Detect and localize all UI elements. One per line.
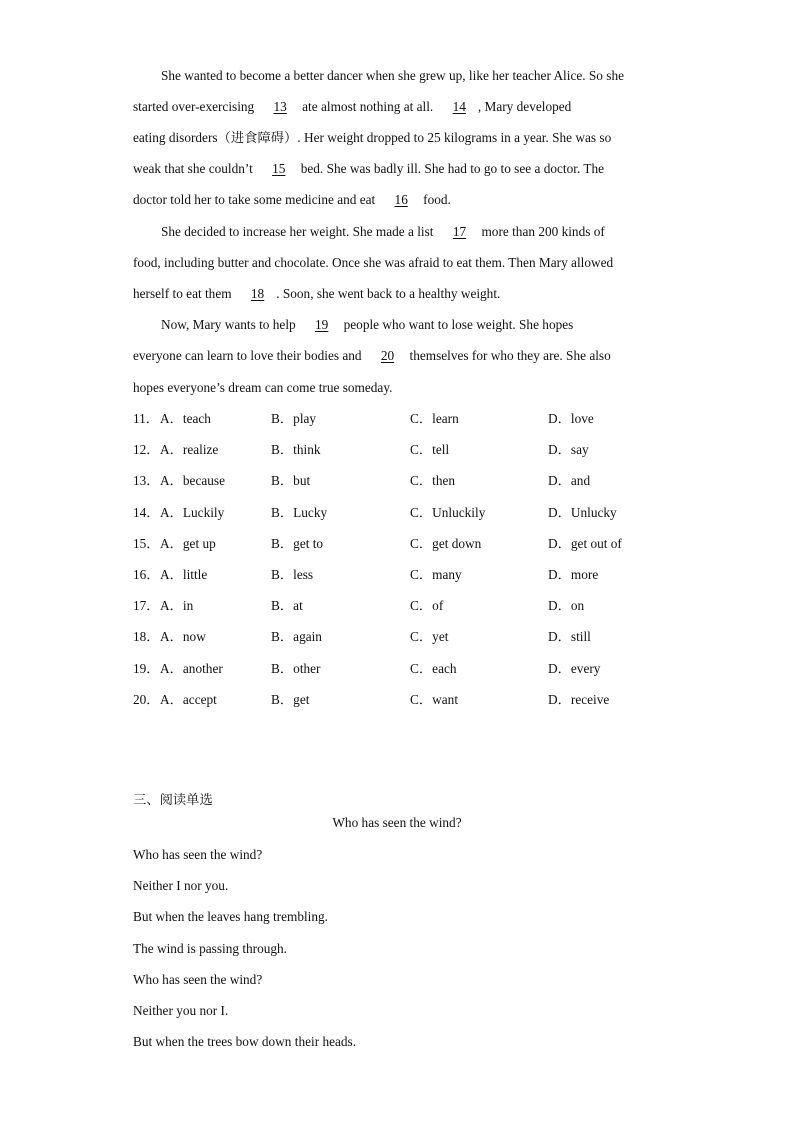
passage-text: doctor told her to take some medicine and eat (133, 192, 376, 207)
poem-line: But when the trees bow down their heads. (133, 1034, 357, 1050)
option-c[interactable]: C．want (410, 691, 459, 707)
passage-line (133, 190, 661, 210)
question-number: 14． (133, 504, 160, 520)
option-c[interactable]: C．Unluckily (410, 504, 486, 520)
passage-text: food, including butter and chocolate. Once she was afraid to eat them. Then Mary allowed (133, 255, 614, 270)
option-d[interactable]: D．every (548, 660, 601, 676)
passage-line (161, 315, 661, 335)
option-c[interactable]: C．of (410, 598, 444, 614)
passage-text: people who want to lose weight. She hopes (343, 317, 574, 332)
option-c[interactable]: C．each (410, 660, 457, 676)
blank-16[interactable]: 16 (394, 192, 408, 207)
option-b[interactable]: B．again (271, 629, 322, 645)
passage-text: Now, Mary wants to help (161, 317, 296, 332)
option-b[interactable]: B．other (271, 660, 321, 676)
question-number: 11． (133, 411, 160, 426)
option-b[interactable]: B．less (271, 567, 314, 582)
option-c[interactable]: C．then (410, 473, 456, 489)
passage-line (161, 66, 661, 86)
poem-line: Who has seen the wind? (133, 847, 263, 862)
option-c[interactable]: C．tell (410, 442, 450, 458)
option-a[interactable]: A．Luckily (160, 504, 225, 520)
passage-line (133, 378, 661, 398)
blank-15[interactable]: 15 (272, 161, 286, 176)
option-a[interactable]: A．another (160, 660, 223, 676)
option-d[interactable]: D．Unlucky (548, 504, 617, 520)
option-d[interactable]: D．still (548, 629, 591, 645)
option-b[interactable]: B．think (271, 442, 321, 458)
passage-text: herself to eat them (133, 286, 232, 301)
option-b[interactable]: B．get to (271, 535, 324, 551)
question-number: 13． (133, 473, 160, 489)
blank-13[interactable]: 13 (273, 99, 287, 114)
poem-line: The wind is passing through. (133, 940, 288, 956)
passage-text: food. (423, 192, 451, 207)
blank-20[interactable]: 20 (380, 348, 395, 363)
poem-line: Neither I nor you. (133, 878, 229, 894)
option-a[interactable]: A．in (160, 598, 194, 614)
question-number: 17． (133, 598, 160, 614)
option-c[interactable]: C．yet (410, 629, 449, 645)
passage-line (133, 346, 661, 366)
option-a[interactable]: A．accept (160, 691, 217, 707)
passage-text: , Mary developed (477, 99, 572, 114)
option-d[interactable]: D．and (548, 473, 591, 489)
passage-line (133, 159, 661, 179)
blank-19[interactable]: 19 (315, 317, 329, 332)
passage-text: more than 200 kinds of (481, 224, 605, 239)
question-number: 19． (133, 660, 160, 676)
option-d[interactable]: D．love (548, 411, 594, 426)
poem-line: Neither you nor I. (133, 1003, 229, 1018)
question-number: 16． (133, 567, 160, 582)
passage-line (161, 222, 661, 242)
poem-line: But when the leaves hang trembling. (133, 909, 328, 925)
option-a[interactable]: A．realize (160, 442, 219, 458)
passage-line (133, 97, 661, 117)
option-a[interactable]: A．little (160, 567, 208, 582)
option-b[interactable]: B．but (271, 473, 311, 489)
blank-18[interactable]: 18 (250, 286, 265, 301)
passage-text: weak that she couldn’t (133, 161, 253, 176)
passage-text: She decided to increase her weight. She made a list (161, 224, 434, 239)
passage-text: She wanted to become a better dancer when she grew up, like her teacher Alice. So she (161, 68, 624, 83)
option-b[interactable]: B．get (271, 691, 310, 707)
passage-text: hopes everyone’s dream can come true someday. (133, 380, 393, 395)
passage-text: bed. She was badly ill. She had to go to see a doctor. The (300, 161, 605, 176)
option-b[interactable]: B．Lucky (271, 504, 328, 520)
option-a[interactable]: A．now (160, 629, 206, 645)
option-c[interactable]: C．many (410, 567, 462, 582)
passage-text: everyone can learn to love their bodies and (133, 348, 362, 363)
option-d[interactable]: D．on (548, 598, 585, 614)
option-d[interactable]: D．more (548, 567, 599, 582)
option-a[interactable]: A．teach (160, 411, 211, 426)
passage-text: ate almost nothing at all. (302, 99, 434, 114)
section-heading: 三、阅读单选 (133, 793, 213, 808)
poem-line: Who has seen the wind? (133, 971, 263, 987)
passage-text: eating disorders（进食障碍）. Her weight dropped to 25 kilograms in a year. She was so (133, 130, 612, 145)
option-a[interactable]: A．because (160, 473, 225, 489)
passage-line (133, 253, 661, 273)
blank-17[interactable]: 17 (452, 224, 467, 239)
question-number: 20． (133, 691, 160, 707)
poem-title: Who has seen the wind? (332, 815, 462, 830)
question-number: 15． (133, 535, 160, 551)
passage-line (133, 284, 661, 304)
option-b[interactable]: B．at (271, 598, 303, 614)
option-d[interactable]: D．say (548, 442, 589, 458)
question-number: 12． (133, 442, 160, 458)
passage-text: . Soon, she went back to a healthy weight. (276, 286, 501, 301)
passage-line (133, 128, 661, 148)
option-c[interactable]: C．get down (410, 535, 482, 551)
option-d[interactable]: D．get out of (548, 535, 622, 551)
option-d[interactable]: D．receive (548, 691, 610, 707)
option-c[interactable]: C．learn (410, 411, 459, 426)
option-a[interactable]: A．get up (160, 535, 216, 551)
option-b[interactable]: B．play (271, 411, 317, 426)
passage-text: started over-exercising (133, 99, 255, 114)
question-number: 18． (133, 629, 160, 645)
blank-14[interactable]: 14 (452, 99, 466, 114)
passage-text: themselves for who they are. She also (409, 348, 611, 363)
